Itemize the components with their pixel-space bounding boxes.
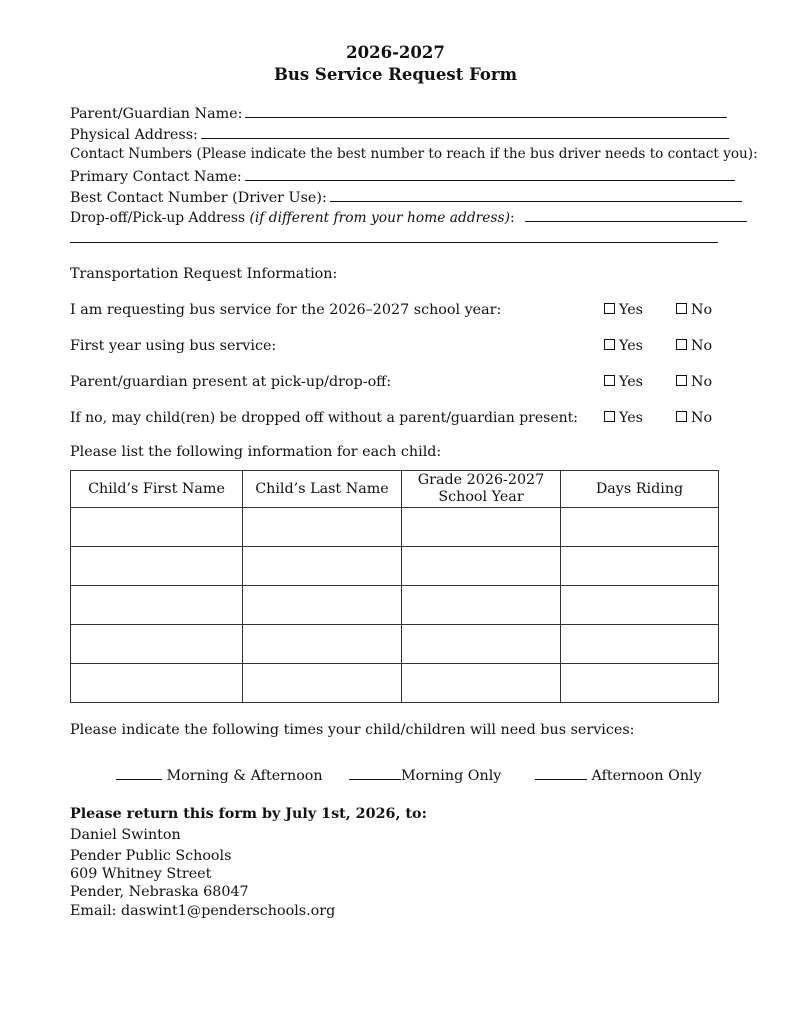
parent-name-label: Parent/Guardian Name:	[70, 106, 243, 122]
dropoff-field[interactable]	[525, 208, 747, 222]
parent-name-row	[70, 104, 727, 122]
header-last-name: Child’s Last Name	[243, 471, 402, 508]
question-request-label: I am requesting bus service for the 2026–2027 school year:	[70, 302, 502, 318]
return-name: Daniel Swinton	[70, 827, 181, 843]
form-title: Bus Service Request Form	[273, 65, 518, 84]
checkbox-icon	[604, 375, 615, 386]
checkbox-icon	[604, 339, 615, 350]
return-org: Pender Public Schools	[70, 848, 232, 864]
question-request-no[interactable]: No	[676, 302, 712, 318]
checkbox-icon	[676, 411, 687, 422]
table-row	[71, 547, 719, 586]
header-days-riding: Days Riding	[561, 471, 719, 508]
transportation-heading: Transportation Request Information:	[70, 266, 338, 282]
best-number-field[interactable]	[330, 188, 742, 202]
children-table-intro: Please list the following information for each child:	[70, 444, 442, 460]
question-dropoff-alone-no[interactable]: No	[676, 410, 712, 426]
question-parent-present-no[interactable]: No	[676, 374, 712, 390]
question-first-year-label: First year using bus service:	[70, 338, 277, 354]
table-row	[71, 508, 719, 547]
primary-contact-row	[70, 167, 735, 185]
header-first-name: Child’s First Name	[71, 471, 243, 508]
option-morning-only[interactable]: Morning Only	[349, 767, 501, 784]
checkbox-icon	[604, 411, 615, 422]
option-blank[interactable]	[349, 767, 401, 780]
parent-name-field[interactable]	[245, 104, 727, 118]
primary-contact-label: Primary Contact Name:	[70, 169, 242, 185]
checkbox-icon	[676, 303, 687, 314]
option-blank[interactable]	[535, 767, 587, 780]
address-field[interactable]	[201, 125, 729, 139]
question-dropoff-alone-yes[interactable]: Yes	[604, 410, 643, 426]
checkbox-icon	[676, 339, 687, 350]
return-street: 609 Whitney Street	[70, 866, 212, 882]
option-blank[interactable]	[116, 767, 162, 780]
return-city: Pender, Nebraska 68047	[70, 884, 249, 900]
option-morning-afternoon[interactable]: Morning & Afternoon	[116, 767, 323, 784]
primary-contact-field[interactable]	[245, 167, 735, 181]
dropoff-note: (if different from your home address)	[249, 210, 510, 226]
question-first-year-no[interactable]: No	[676, 338, 712, 354]
checkbox-icon	[604, 303, 615, 314]
option-afternoon-only[interactable]: Afternoon Only	[535, 767, 702, 784]
question-parent-present-yes[interactable]: Yes	[604, 374, 643, 390]
best-number-label: Best Contact Number (Driver Use):	[70, 190, 327, 206]
table-row	[71, 664, 719, 703]
checkbox-icon	[676, 375, 687, 386]
children-table	[70, 470, 719, 703]
table-row	[71, 586, 719, 625]
table-row	[71, 625, 719, 664]
return-email: Email: daswint1@penderschools.org	[70, 903, 336, 919]
dropoff-colon: :	[509, 210, 515, 226]
dropoff-field-continuation[interactable]	[70, 242, 718, 243]
question-first-year-yes[interactable]: Yes	[604, 338, 643, 354]
question-dropoff-alone-label: If no, may child(ren) be dropped off without a parent/guardian present:	[70, 410, 578, 426]
dropoff-row	[70, 208, 747, 226]
question-request-yes[interactable]: Yes	[604, 302, 643, 318]
times-intro: Please indicate the following times your child/children will need bus services:	[70, 722, 635, 738]
question-parent-present-label: Parent/guardian present at pick-up/drop-off:	[70, 374, 392, 390]
dropoff-label: Drop-off/Pick-up Address	[70, 210, 246, 226]
header-grade: Grade 2026-2027 School Year	[402, 471, 561, 508]
address-label: Physical Address:	[70, 127, 198, 143]
address-row	[70, 125, 729, 143]
best-number-row	[70, 188, 742, 206]
return-heading: Please return this form by July 1st, 2026, to:	[70, 806, 427, 822]
contact-numbers-label: Contact Numbers (Please indicate the best number to reach if the bus driver needs to contact you):	[70, 146, 758, 162]
form-year: 2026-2027	[346, 43, 445, 62]
